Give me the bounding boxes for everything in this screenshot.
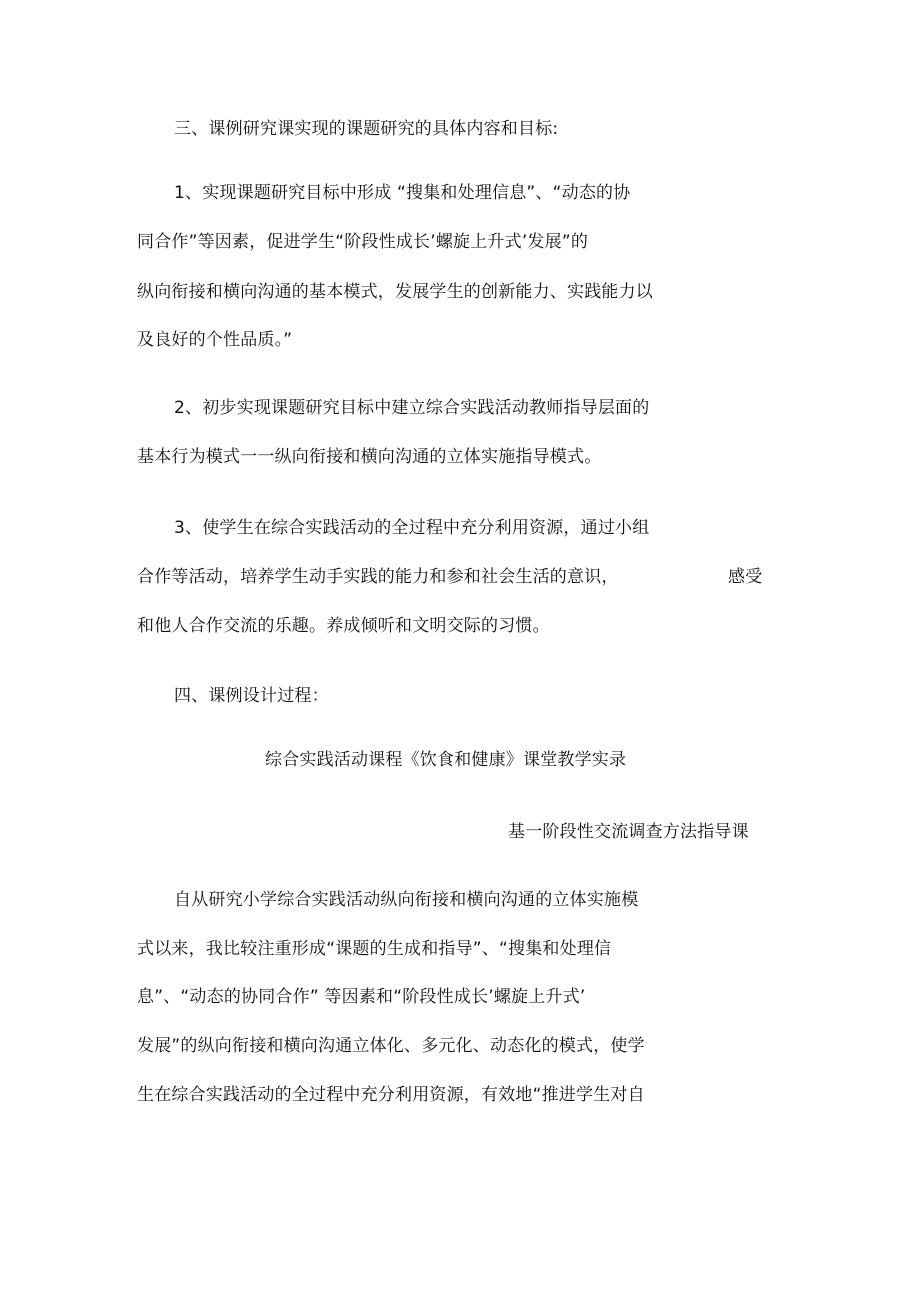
item-1-line-2: 同合作”等因素，促进学生“阶段性成长’螺旋上升式’发展”的 xyxy=(137,232,589,252)
body-line-5: 生在综合实践活动的全过程中充分利用资源，有效地“推进学生对自 xyxy=(137,1085,645,1105)
body-line-1: 自从研究小学综合实践活动纵向衔接和横向沟通的立体实施模 xyxy=(174,890,639,910)
body-line-3: 息”、“动态的协同合作” 等因素和“阶段性成长’螺旋上升式’ xyxy=(137,987,586,1007)
body-line-4: 发展”的纵向衔接和横向沟通立体化、多元化、动态化的模式，使学 xyxy=(137,1036,645,1056)
item-1-line-1: 1、实现课题研究目标中形成 “搜集和处理信息”、“动态的协 xyxy=(174,183,631,203)
item-3-line-3: 和他人合作交流的乐趣。养成倾听和文明交际的习惯。 xyxy=(137,616,550,636)
item-3-line-2a: 合作等活动，培养学生动手实践的能力和参和社会生活的意识， xyxy=(137,567,619,587)
item-2-line-1: 2、初步实现课题研究目标中建立综合实践活动教师指导层面的 xyxy=(174,398,650,418)
item-3-line-1: 3、使学生在综合实践活动的全过程中充分利用资源，通过小组 xyxy=(174,518,650,538)
section-3-heading: 三、课例研究课实现的课题研究的具体内容和目标: xyxy=(174,119,559,139)
body-line-2: 式以来，我比较注重形成“课题的生成和指导”、“搜集和处理信 xyxy=(137,939,612,959)
lesson-title: 综合实践活动课程《饮食和健康》课堂教学实录 xyxy=(265,750,627,770)
section-4-heading: 四、课例设计过程： xyxy=(174,686,329,706)
item-3-line-2b: 感受 xyxy=(728,567,763,587)
item-1-line-3: 纵向衔接和横向沟通的基本模式，发展学生的创新能力、实践能力以 xyxy=(137,282,653,302)
lesson-subtitle: 基一阶段性交流调查方法指导课 xyxy=(508,822,749,842)
item-1-line-4: 及良好的个性品质。” xyxy=(137,330,293,350)
item-2-line-2: 基本行为模式一一纵向衔接和横向沟通的立体实施指导模式。 xyxy=(137,447,602,467)
